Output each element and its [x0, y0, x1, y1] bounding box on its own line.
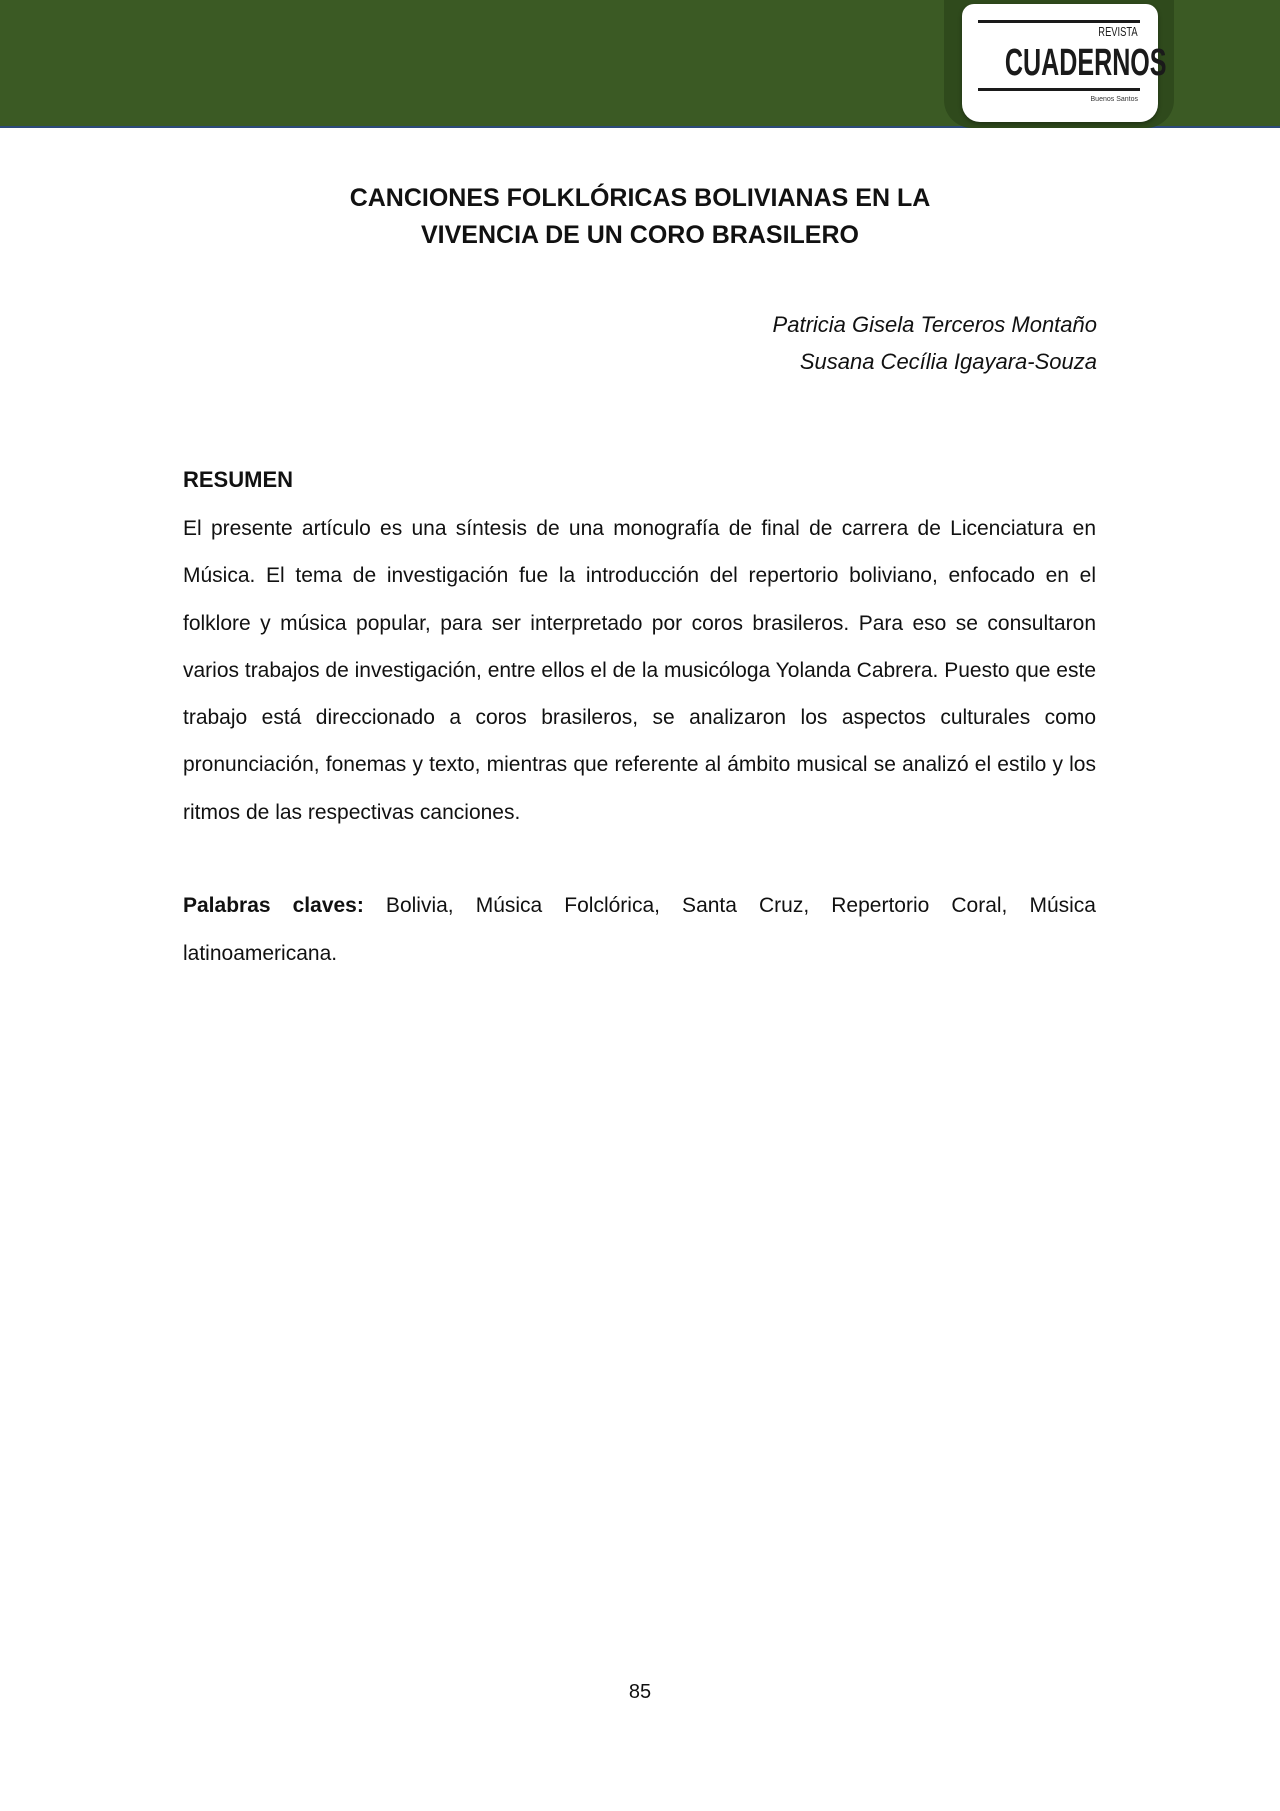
logo-rule-bottom: [978, 88, 1140, 91]
keywords-text: Bolivia, Música Folclórica, Santa Cruz, Repertorio Coral, Música latinoamericana.: [183, 894, 1096, 965]
logo-small-label: REVISTA: [1098, 24, 1138, 39]
author-name: Patricia Gisela Terceros Montaño: [772, 312, 1097, 337]
article-title-line-1: CANCIONES FOLKLÓRICAS BOLIVIANAS EN LA: [349, 184, 931, 212]
keywords-label: Palabras claves:: [183, 894, 364, 917]
logo-main-label: CUADERNOS: [1004, 42, 1167, 84]
abstract-text: El presente artículo es una síntesis de una monografía de final de carrera de Licenciatura en Música. El tema de investigación fue la introducción del repertorio boliviano, enfocado en el folklore y música popular, para ser interpretado por coros brasileros. Para eso se consultaron varios trabajos de investigación, entre ellos el de la musicóloga Yolanda Cabrera. Puesto que este trabajo está direccionado a coros brasileros, se analizaron los aspectos culturales como pronunciación, fonemas y texto, mientras que referente al ámbito musical se analizó el estilo y los ritmos de las respectivas canciones.: [183, 517, 1096, 824]
author-list: [773, 306, 1097, 380]
page-number: 85: [628, 1681, 652, 1703]
abstract-heading: RESUMEN: [183, 467, 294, 492]
journal-logo: [962, 4, 1167, 122]
logo-rule-top: [978, 20, 1140, 23]
keywords-paragraph: [183, 882, 1096, 978]
logo-tagline: Buenos Santos: [1090, 96, 1138, 103]
author-name: Susana Cecília Igayara-Souza: [799, 349, 1097, 374]
article-title: [183, 180, 1097, 254]
article-title-line-2: VIVENCIA DE UN CORO BRASILERO: [420, 221, 859, 249]
